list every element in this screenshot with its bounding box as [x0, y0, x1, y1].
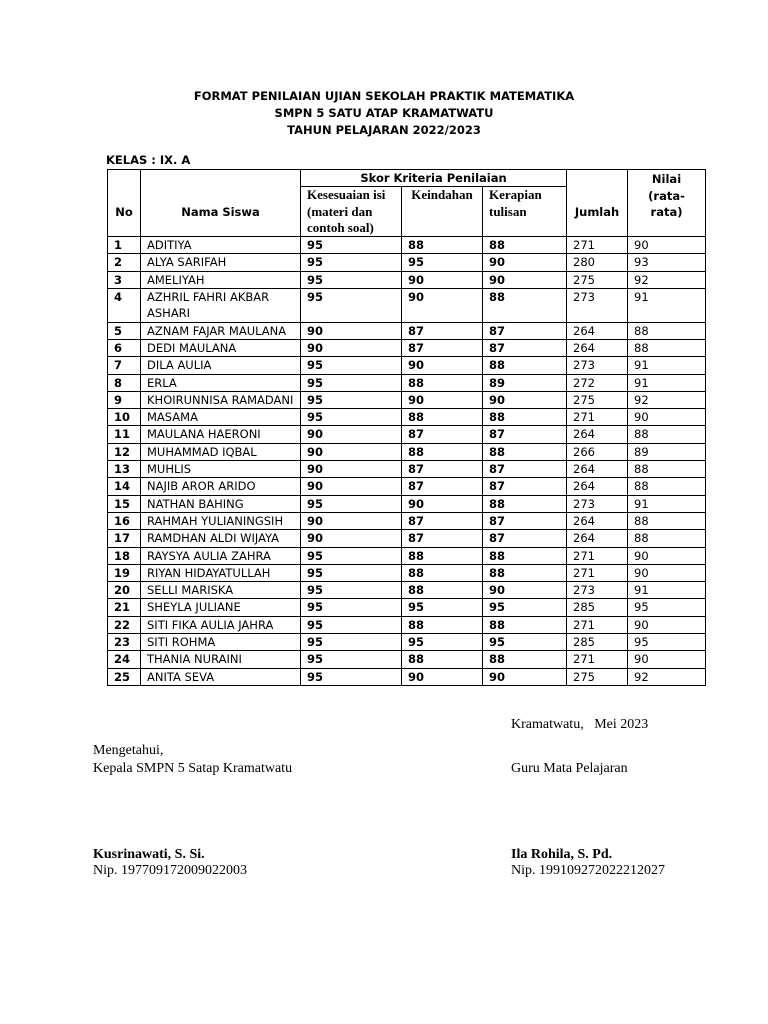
cell-nilai: 88: [628, 512, 706, 529]
table-row: [108, 530, 706, 547]
teacher-signature: [511, 847, 665, 879]
cell-jumlah: 266: [567, 443, 628, 460]
cell-kesesuaian: 90: [301, 426, 402, 443]
table-row: [108, 547, 706, 564]
cell-kerapian: 87: [483, 461, 567, 478]
cell-keindahan: 88: [402, 564, 483, 581]
cell-jumlah: 273: [567, 289, 628, 323]
cell-nama-siswa: MUHAMMAD IQBAL: [141, 443, 301, 460]
cell-nilai: 91: [628, 289, 706, 323]
cell-jumlah: 271: [567, 547, 628, 564]
cell-kerapian: 90: [483, 271, 567, 288]
cell-keindahan: 88: [402, 237, 483, 254]
table-row: [108, 254, 706, 271]
cell-jumlah: 271: [567, 651, 628, 668]
cell-jumlah: 264: [567, 426, 628, 443]
table-row: [108, 495, 706, 512]
cell-keindahan: 87: [402, 322, 483, 339]
cell-kesesuaian: 90: [301, 339, 402, 356]
cell-kesesuaian: 95: [301, 271, 402, 288]
cell-no: 2: [108, 254, 141, 271]
cell-keindahan: 95: [402, 599, 483, 616]
cell-no: 6: [108, 339, 141, 356]
cell-keindahan: 87: [402, 512, 483, 529]
cell-kesesuaian: 90: [301, 461, 402, 478]
cell-no: 4: [108, 289, 141, 323]
cell-kerapian: 87: [483, 478, 567, 495]
cell-nama-siswa: RAYSYA AULIA ZAHRA: [141, 547, 301, 564]
cell-kesesuaian: 90: [301, 512, 402, 529]
cell-kerapian: 90: [483, 582, 567, 599]
cell-kerapian: 88: [483, 547, 567, 564]
cell-keindahan: 88: [402, 374, 483, 391]
header-skor-kriteria: Skor Kriteria Penilaian: [301, 170, 567, 187]
cell-nilai: 88: [628, 478, 706, 495]
headmaster-signature: [93, 847, 247, 879]
cell-nilai: 91: [628, 582, 706, 599]
cell-no: 8: [108, 374, 141, 391]
table-row: [108, 391, 706, 408]
cell-no: 10: [108, 409, 141, 426]
cell-keindahan: 88: [402, 409, 483, 426]
cell-nilai: 88: [628, 461, 706, 478]
cell-nilai: 91: [628, 495, 706, 512]
cell-nama-siswa: MASAMA: [141, 409, 301, 426]
cell-nilai: 93: [628, 254, 706, 271]
table-row: [108, 357, 706, 374]
table-row: [108, 599, 706, 616]
cell-no: 24: [108, 651, 141, 668]
cell-kesesuaian: 95: [301, 409, 402, 426]
title-line-1: FORMAT PENILAIAN UJIAN SEKOLAH PRAKTIK MATEMATIKA: [193, 89, 575, 103]
cell-keindahan: 88: [402, 582, 483, 599]
cell-jumlah: 271: [567, 409, 628, 426]
cell-no: 20: [108, 582, 141, 599]
header-keindahan: Keindahan: [402, 187, 483, 237]
cell-kesesuaian: 90: [301, 530, 402, 547]
cell-nama-siswa: ADITIYA: [141, 237, 301, 254]
cell-jumlah: 275: [567, 668, 628, 685]
cell-nama-siswa: SITI ROHMA: [141, 634, 301, 651]
header-jumlah: Jumlah: [567, 170, 628, 237]
cell-keindahan: 95: [402, 254, 483, 271]
cell-kesesuaian: 95: [301, 357, 402, 374]
cell-jumlah: 275: [567, 391, 628, 408]
cell-jumlah: 271: [567, 564, 628, 581]
cell-jumlah: 264: [567, 461, 628, 478]
cell-jumlah: 280: [567, 254, 628, 271]
cell-nama-siswa: ANITA SEVA: [141, 668, 301, 685]
cell-no: 1: [108, 237, 141, 254]
cell-nama-siswa: DEDI MAULANA: [141, 339, 301, 356]
cell-nama-siswa: ERLA: [141, 374, 301, 391]
cell-kesesuaian: 95: [301, 374, 402, 391]
cell-jumlah: 275: [567, 271, 628, 288]
cell-nilai: 90: [628, 616, 706, 633]
table-row: [108, 478, 706, 495]
cell-nilai: 90: [628, 651, 706, 668]
cell-kerapian: 90: [483, 391, 567, 408]
cell-jumlah: 271: [567, 237, 628, 254]
cell-no: 21: [108, 599, 141, 616]
cell-nama-siswa: NAJIB AROR ARIDO: [141, 478, 301, 495]
table-row: [108, 426, 706, 443]
cell-nilai: 88: [628, 426, 706, 443]
cell-keindahan: 90: [402, 271, 483, 288]
table-row: [108, 651, 706, 668]
cell-kesesuaian: 95: [301, 651, 402, 668]
cell-nama-siswa: MAULANA HAERONI: [141, 426, 301, 443]
cell-no: 3: [108, 271, 141, 288]
teacher-nip: Nip. 199109272022212027: [511, 863, 665, 878]
cell-kerapian: 89: [483, 374, 567, 391]
cell-kerapian: 87: [483, 530, 567, 547]
grades-table-body: [108, 237, 706, 686]
cell-kesesuaian: 95: [301, 254, 402, 271]
table-row: [108, 512, 706, 529]
cell-nilai: 90: [628, 564, 706, 581]
table-row: [108, 616, 706, 633]
mengetahui-label: Mengetahui,: [93, 743, 164, 758]
table-row: [108, 582, 706, 599]
cell-jumlah: 273: [567, 357, 628, 374]
cell-nama-siswa: SHEYLA JULIANE: [141, 599, 301, 616]
cell-keindahan: 87: [402, 426, 483, 443]
cell-no: 9: [108, 391, 141, 408]
cell-keindahan: 95: [402, 634, 483, 651]
cell-nama-siswa: ALYA SARIFAH: [141, 254, 301, 271]
cell-keindahan: 88: [402, 651, 483, 668]
cell-keindahan: 87: [402, 530, 483, 547]
cell-no: 12: [108, 443, 141, 460]
table-row: [108, 374, 706, 391]
cell-kerapian: 88: [483, 564, 567, 581]
teacher-block: [511, 760, 628, 778]
cell-no: 15: [108, 495, 141, 512]
cell-no: 22: [108, 616, 141, 633]
cell-kerapian: 90: [483, 254, 567, 271]
cell-nama-siswa: MUHLIS: [141, 461, 301, 478]
cell-kesesuaian: 95: [301, 616, 402, 633]
headmaster-block: [93, 742, 292, 778]
cell-keindahan: 90: [402, 495, 483, 512]
cell-no: 7: [108, 357, 141, 374]
cell-keindahan: 90: [402, 668, 483, 685]
cell-jumlah: 273: [567, 495, 628, 512]
cell-kesesuaian: 95: [301, 564, 402, 581]
cell-jumlah: 285: [567, 599, 628, 616]
cell-no: 19: [108, 564, 141, 581]
table-row: [108, 409, 706, 426]
cell-jumlah: 272: [567, 374, 628, 391]
cell-nilai: 92: [628, 668, 706, 685]
table-row: [108, 271, 706, 288]
teacher-name: Ila Rohila, S. Pd.: [511, 847, 613, 862]
cell-jumlah: 264: [567, 322, 628, 339]
document-title: [0, 88, 768, 139]
headmaster-title: Kepala SMPN 5 Satap Kramatwatu: [93, 761, 293, 776]
cell-nama-siswa: NATHAN BAHING: [141, 495, 301, 512]
table-row: [108, 322, 706, 339]
cell-kesesuaian: 95: [301, 495, 402, 512]
cell-nilai: 91: [628, 374, 706, 391]
teacher-title: Guru Mata Pelajaran: [511, 761, 628, 776]
table-row: [108, 237, 706, 254]
place-date: Kramatwatu, Mei 2023: [511, 717, 649, 732]
cell-kesesuaian: 95: [301, 237, 402, 254]
cell-kesesuaian: 95: [301, 391, 402, 408]
cell-jumlah: 264: [567, 530, 628, 547]
cell-kerapian: 95: [483, 599, 567, 616]
cell-jumlah: 285: [567, 634, 628, 651]
cell-nama-siswa: AZHRIL FAHRI AKBAR ASHARI: [141, 289, 301, 323]
cell-nama-siswa: RAMDHAN ALDI WIJAYA: [141, 530, 301, 547]
header-kesesuaian: Kesesuaian isi (materi dan contoh soal): [301, 187, 402, 237]
header-no: No: [108, 170, 141, 237]
cell-nama-siswa: SELLI MARISKA: [141, 582, 301, 599]
cell-keindahan: 87: [402, 461, 483, 478]
cell-nama-siswa: AMELIYAH: [141, 271, 301, 288]
cell-nilai: 88: [628, 530, 706, 547]
headmaster-nip: Nip. 197709172009022003: [93, 863, 247, 878]
title-line-3: TAHUN PELAJARAN 2022/2023: [287, 123, 481, 137]
cell-nilai: 89: [628, 443, 706, 460]
cell-kesesuaian: 95: [301, 634, 402, 651]
cell-jumlah: 271: [567, 616, 628, 633]
title-line-2: SMPN 5 SATU ATAP KRAMATWATU: [274, 106, 494, 120]
cell-no: 17: [108, 530, 141, 547]
cell-keindahan: 87: [402, 478, 483, 495]
cell-kesesuaian: 90: [301, 443, 402, 460]
table-row: [108, 634, 706, 651]
cell-no: 13: [108, 461, 141, 478]
grades-table: [107, 169, 706, 686]
cell-nama-siswa: THANIA NURAINI: [141, 651, 301, 668]
cell-kerapian: 88: [483, 289, 567, 323]
cell-no: 16: [108, 512, 141, 529]
cell-nama-siswa: RIYAN HIDAYATULLAH: [141, 564, 301, 581]
cell-kerapian: 90: [483, 668, 567, 685]
cell-nilai: 90: [628, 237, 706, 254]
table-row: [108, 461, 706, 478]
cell-kerapian: 88: [483, 651, 567, 668]
cell-no: 18: [108, 547, 141, 564]
cell-nilai: 91: [628, 357, 706, 374]
cell-no: 25: [108, 668, 141, 685]
cell-nilai: 92: [628, 271, 706, 288]
table-row: [108, 339, 706, 356]
cell-jumlah: 264: [567, 512, 628, 529]
cell-jumlah: 264: [567, 478, 628, 495]
cell-nama-siswa: SITI FIKA AULIA JAHRA: [141, 616, 301, 633]
cell-jumlah: 273: [567, 582, 628, 599]
cell-kesesuaian: 95: [301, 289, 402, 323]
cell-nilai: 95: [628, 634, 706, 651]
cell-no: 23: [108, 634, 141, 651]
cell-no: 5: [108, 322, 141, 339]
cell-jumlah: 264: [567, 339, 628, 356]
cell-keindahan: 90: [402, 391, 483, 408]
cell-kesesuaian: 95: [301, 547, 402, 564]
cell-kesesuaian: 95: [301, 582, 402, 599]
cell-kesesuaian: 90: [301, 478, 402, 495]
cell-no: 14: [108, 478, 141, 495]
cell-kerapian: 87: [483, 512, 567, 529]
class-label: KELAS : IX. A: [106, 153, 191, 167]
cell-kerapian: 87: [483, 339, 567, 356]
cell-nama-siswa: KHOIRUNNISA RAMADANI: [141, 391, 301, 408]
cell-nilai: 88: [628, 322, 706, 339]
cell-kerapian: 87: [483, 426, 567, 443]
cell-no: 11: [108, 426, 141, 443]
cell-nilai: 95: [628, 599, 706, 616]
cell-kerapian: 88: [483, 495, 567, 512]
cell-keindahan: 88: [402, 547, 483, 564]
cell-keindahan: 88: [402, 443, 483, 460]
cell-nilai: 88: [628, 339, 706, 356]
cell-nama-siswa: AZNAM FAJAR MAULANA: [141, 322, 301, 339]
cell-kesesuaian: 95: [301, 668, 402, 685]
cell-kerapian: 87: [483, 322, 567, 339]
cell-kesesuaian: 90: [301, 322, 402, 339]
cell-kerapian: 88: [483, 409, 567, 426]
cell-nama-siswa: DILA AULIA: [141, 357, 301, 374]
cell-nilai: 90: [628, 547, 706, 564]
header-kerapian: Kerapian tulisan: [483, 187, 567, 237]
cell-nilai: 92: [628, 391, 706, 408]
cell-kerapian: 88: [483, 357, 567, 374]
cell-nilai: 90: [628, 409, 706, 426]
table-row: [108, 564, 706, 581]
table-row: [108, 443, 706, 460]
cell-kesesuaian: 95: [301, 599, 402, 616]
table-row: [108, 289, 706, 323]
cell-kerapian: 95: [483, 634, 567, 651]
cell-nama-siswa: RAHMAH YULIANINGSIH: [141, 512, 301, 529]
table-row: [108, 668, 706, 685]
cell-keindahan: 90: [402, 357, 483, 374]
cell-keindahan: 90: [402, 289, 483, 323]
cell-keindahan: 87: [402, 339, 483, 356]
header-nama-siswa: Nama Siswa: [141, 170, 301, 237]
headmaster-name: Kusrinawati, S. Si.: [93, 847, 205, 862]
header-nilai: Nilai (rata-rata): [628, 170, 706, 237]
cell-kerapian: 88: [483, 237, 567, 254]
cell-kerapian: 88: [483, 616, 567, 633]
cell-keindahan: 88: [402, 616, 483, 633]
cell-kerapian: 88: [483, 443, 567, 460]
